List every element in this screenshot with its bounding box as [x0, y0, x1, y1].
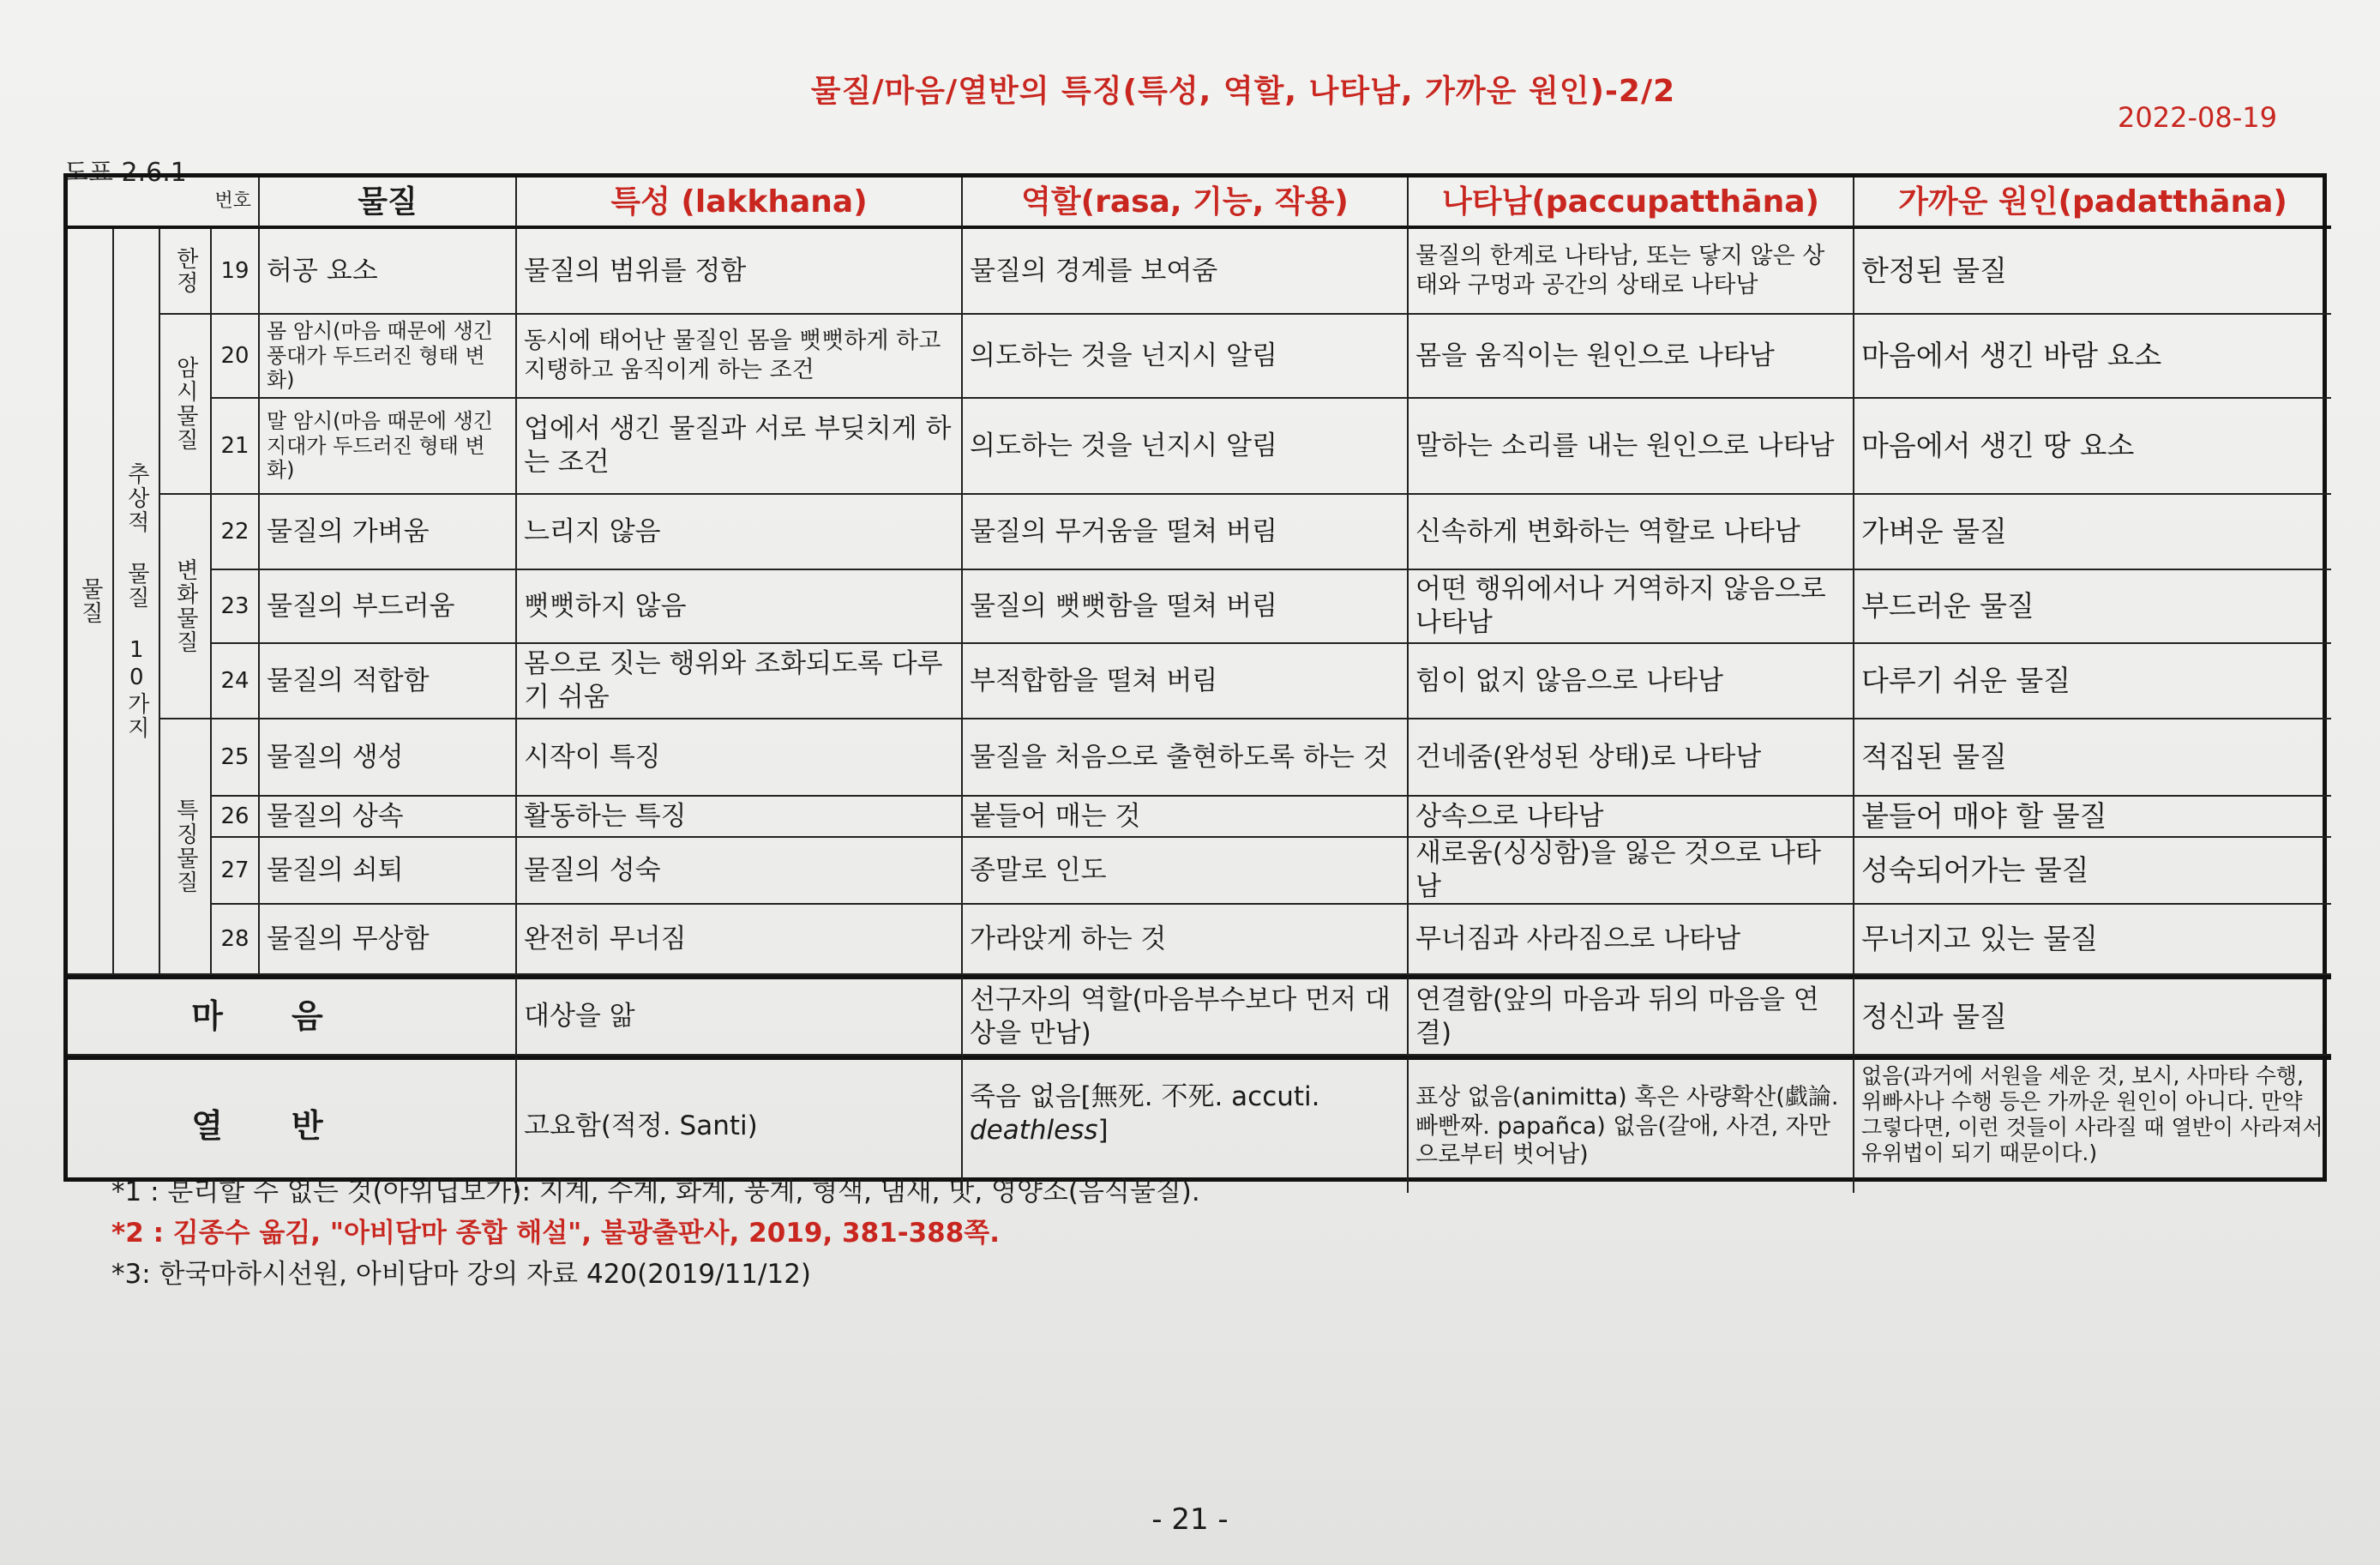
row-num: 19 [212, 229, 260, 315]
row-characteristic: 활동하는 특징 [517, 797, 963, 838]
group-label-intimation: 암시물질 [160, 315, 212, 495]
row-function: 물질의 뻣뻣함을 떨쳐 버림 [963, 570, 1409, 644]
row-manifestation: 상속으로 나타남 [1409, 797, 1854, 838]
row-manifestation: 무너짐과 사라짐으로 나타남 [1409, 905, 1854, 975]
nibbana-proximate-cause: 없음(과거에 서원을 세운 것, 보시, 사마타 수행, 위빠사나 수행 등은 가까운 원인이 아니다. 만약 그렇다면, 이런 것들이 사라질 때 열반이 사라져서 유위법이 되기 때문이다.) [1854, 1056, 2331, 1193]
row-num: 26 [212, 797, 260, 838]
row-function: 붙들어 매는 것 [963, 797, 1409, 838]
row-characteristic: 동시에 태어난 물질인 몸을 뻣뻣하게 하고 지탱하고 움직이게 하는 조건 [517, 315, 963, 399]
row-characteristic: 완전히 무너짐 [517, 905, 963, 975]
row-num: 21 [212, 399, 260, 495]
row-matter-name: 물질의 무상함 [260, 905, 517, 975]
nibbana-manifestation: 표상 없음(animitta) 혹은 사량확산(戱論. 빠빤짜. papañca) 없음(갈애, 사견, 자만으로부터 벗어남) [1409, 1056, 1854, 1193]
row-manifestation: 말하는 소리를 내는 원인으로 나타남 [1409, 399, 1854, 495]
mind-function: 선구자의 역할(마음부수보다 먼저 대상을 만남) [963, 975, 1409, 1056]
row-matter-name: 물질의 쇠퇴 [260, 838, 517, 905]
row-characteristic: 뻣뻣하지 않음 [517, 570, 963, 644]
page-number: - 21 - [1151, 1502, 1229, 1537]
nibbana-function-close: ] [1097, 1114, 1109, 1146]
row-manifestation: 신속하게 변화하는 역할로 나타남 [1409, 495, 1854, 570]
group-label-abstract-matter: 추상적 물질 10가지 [114, 229, 160, 975]
footnote-3: *3: 한국마하시선원, 아비담마 강의 자료 420(2019/11/12) [111, 1259, 812, 1291]
row-function: 물질의 무거움을 떨쳐 버림 [963, 495, 1409, 570]
figure-label: 도표 2.6.1 [63, 158, 187, 188]
row-matter-name: 말 암시(마음 때문에 생긴 지대가 두드러진 형태 변화) [260, 399, 517, 495]
nibbana-function-text: 죽음 없음[無死. 不死. accuti. [970, 1081, 1320, 1112]
row-matter-name: 물질의 가벼움 [260, 495, 517, 570]
group-label-limit: 한정 [160, 229, 212, 315]
row-function: 물질을 처음으로 출현하도록 하는 것 [963, 719, 1409, 797]
mind-characteristic: 대상을 앎 [517, 975, 963, 1056]
nibbana-label: 열반 [68, 1056, 517, 1193]
header-num: 번호 [68, 178, 260, 229]
footnotes [111, 1171, 1200, 1295]
nibbana-characteristic: 고요함(적정. Santi) [517, 1056, 963, 1193]
row-manifestation: 몸을 움직이는 원인으로 나타남 [1409, 315, 1854, 399]
group-label-mutable: 변화물질 [160, 495, 212, 719]
row-matter-name: 물질의 적합함 [260, 644, 517, 719]
row-num: 24 [212, 644, 260, 719]
row-num: 25 [212, 719, 260, 797]
row-proximate-cause: 다루기 쉬운 물질 [1854, 644, 2331, 719]
row-characteristic: 몸으로 짓는 행위와 조화되도록 다루기 쉬움 [517, 644, 963, 719]
row-function: 부적합함을 떨쳐 버림 [963, 644, 1409, 719]
row-characteristic: 물질의 범위를 정함 [517, 229, 963, 315]
row-manifestation: 힘이 없지 않음으로 나타남 [1409, 644, 1854, 719]
footnote-2: *2 : 김종수 옮김, "아비담마 종합 해설", 불광출판사, 2019, 381-388쪽. [111, 1218, 1001, 1249]
row-function: 종말로 인도 [963, 838, 1409, 905]
row-manifestation: 물질의 한계로 나타남, 또는 닿지 않은 상태와 구멍과 공간의 상태로 나타남 [1409, 229, 1854, 315]
header-characteristic: 특성 (lakkhana) [517, 178, 963, 229]
row-manifestation: 어떤 행위에서나 거역하지 않음으로 나타남 [1409, 570, 1854, 644]
row-proximate-cause: 무너지고 있는 물질 [1854, 905, 2331, 975]
row-manifestation: 새로움(싱싱함)을 잃은 것으로 나타남 [1409, 838, 1854, 905]
row-characteristic: 물질의 성숙 [517, 838, 963, 905]
row-num: 28 [212, 905, 260, 975]
row-proximate-cause: 마음에서 생긴 바람 요소 [1854, 315, 2331, 399]
mind-proximate-cause: 정신과 물질 [1854, 975, 2331, 1056]
footnote-1: *1 : 분리할 수 없는 것(아위닙보가): 지계, 수계, 화계, 풍계, 형색, 냄새, 맛, 영양소(음식물질). [111, 1177, 1200, 1207]
nibbana-function-deathless: deathless [970, 1114, 1098, 1146]
page-title: 물질/마음/열반의 특징(특성, 역할, 나타남, 가까운 원인)-2/2 [810, 74, 1676, 109]
group-label-characteristic: 특징물질 [160, 719, 212, 975]
row-matter-name: 물질의 부드러움 [260, 570, 517, 644]
row-matter-name: 허공 요소 [260, 229, 517, 315]
row-proximate-cause: 성숙되어가는 물질 [1854, 838, 2331, 905]
header-manifestation: 나타남(paccupatthāna) [1409, 178, 1854, 229]
row-num: 20 [212, 315, 260, 399]
row-num: 27 [212, 838, 260, 905]
row-function: 의도하는 것을 넌지시 알림 [963, 315, 1409, 399]
row-num: 22 [212, 495, 260, 570]
header-function: 역할(rasa, 기능, 작용) [963, 178, 1409, 229]
row-characteristic: 시작이 특징 [517, 719, 963, 797]
row-matter-name: 물질의 상속 [260, 797, 517, 838]
characteristics-table [63, 173, 2327, 1182]
row-proximate-cause: 가벼운 물질 [1854, 495, 2331, 570]
header-matter: 물질 [260, 178, 517, 229]
header-proximate-cause: 가까운 원인(padatthāna) [1854, 178, 2331, 229]
row-function: 가라앉게 하는 것 [963, 905, 1409, 975]
row-matter-name: 물질의 생성 [260, 719, 517, 797]
row-manifestation: 건네줌(완성된 상태)로 나타남 [1409, 719, 1854, 797]
row-proximate-cause: 부드러운 물질 [1854, 570, 2331, 644]
row-function: 의도하는 것을 넌지시 알림 [963, 399, 1409, 495]
document-date: 2022-08-19 [2118, 101, 2277, 134]
mind-label: 마음 [68, 975, 517, 1056]
row-proximate-cause: 붙들어 매야 할 물질 [1854, 797, 2331, 838]
row-num: 23 [212, 570, 260, 644]
row-proximate-cause: 한정된 물질 [1854, 229, 2331, 315]
row-characteristic: 느리지 않음 [517, 495, 963, 570]
row-function: 물질의 경계를 보여줌 [963, 229, 1409, 315]
row-proximate-cause: 적집된 물질 [1854, 719, 2331, 797]
row-matter-name: 몸 암시(마음 때문에 생긴풍대가 두드러진 형태 변화) [260, 315, 517, 399]
group-label-matter: 물질 [68, 229, 114, 975]
row-characteristic: 업에서 생긴 물질과 서로 부딪치게 하는 조건 [517, 399, 963, 495]
row-proximate-cause: 마음에서 생긴 땅 요소 [1854, 399, 2331, 495]
mind-manifestation: 연결함(앞의 마음과 뒤의 마음을 연결) [1409, 975, 1854, 1056]
